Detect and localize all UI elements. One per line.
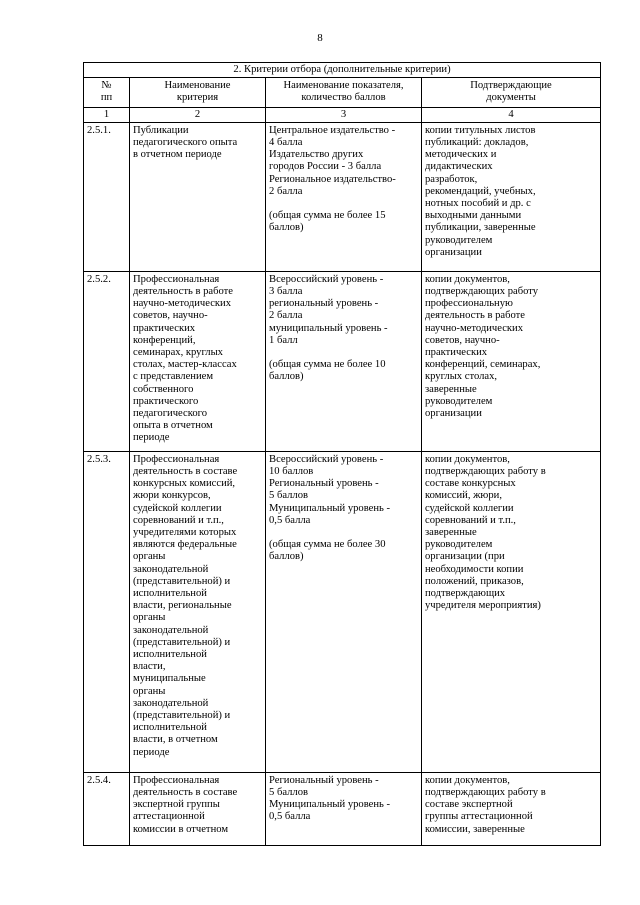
column-number-row xyxy=(84,107,601,122)
table-caption-row xyxy=(84,63,601,78)
row-criterion: Профессиональная деятельность в составе конкурсных комиссий, жюри конкурсов, судейской коллегии соревнований и т.п., учредителями которых являются федеральные органы законодательной (представительной) и исполнительной власти, региональные органы законодательной (представительной) и исполнительной власти, муниципальные органы законодательной (представительной) и исполнительной власти, в отчетном периоде xyxy=(130,451,266,772)
table-row xyxy=(84,451,601,772)
row-documents: копии титульных листов публикаций: докладов, методических и дидактических разработок, рекомендаций, учебных, нотных пособий и др. с выходными данными публикации, заверенные руководителем организации xyxy=(422,122,601,271)
row-indicator: Центральное издательство - 4 балла Издательство других городов России - 3 балла Региональное издательство- 2 балла (общая сумма не более 15 баллов) xyxy=(266,122,422,271)
header-criterion: Наименование критерия xyxy=(130,78,266,107)
criteria-table xyxy=(83,62,601,846)
section-title: 2. Критерии отбора (дополнительные критерии) xyxy=(84,63,601,78)
column-number: 4 xyxy=(422,107,601,122)
column-number: 1 xyxy=(84,107,130,122)
row-documents: копии документов, подтверждающих работу в составе конкурсных комиссий, жюри, судейской коллегии соревнований и т.п., заверенные руководителем организации (при необходимости копии положений, приказов, подтверждающих учредителя мероприятия) xyxy=(422,451,601,772)
row-number: 2.5.1. xyxy=(84,122,130,271)
row-criterion: Публикации педагогического опыта в отчетном периоде xyxy=(130,122,266,271)
table-header-row xyxy=(84,78,601,107)
row-number: 2.5.2. xyxy=(84,271,130,451)
column-number: 2 xyxy=(130,107,266,122)
header-number: № пп xyxy=(84,78,130,107)
page-number: 8 xyxy=(317,32,323,44)
table-row xyxy=(84,122,601,271)
row-documents: копии документов, подтверждающих работу профессиональную деятельность в работе научно-методических советов, научно- практических конференций, семинарах, круглых столах, заверенные руководителем организации xyxy=(422,271,601,451)
row-criterion: Профессиональная деятельность в работе научно-методических советов, научно- практических конференций, семинарах, круглых столах, мастер-классах с представлением собственного практического педагогического опыта в отчетном периоде xyxy=(130,271,266,451)
row-number: 2.5.3. xyxy=(84,451,130,772)
header-indicator: Наименование показателя, количество баллов xyxy=(266,78,422,107)
table-row xyxy=(84,772,601,845)
row-criterion: Профессиональная деятельность в составе экспертной группы аттестационной комиссии в отчетном xyxy=(130,772,266,845)
column-number: 3 xyxy=(266,107,422,122)
row-indicator: Всероссийский уровень - 10 баллов Региональный уровень - 5 баллов Муниципальный уровень - 0,5 балла (общая сумма не более 30 баллов) xyxy=(266,451,422,772)
table-row xyxy=(84,271,601,451)
header-documents: Подтверждающие документы xyxy=(422,78,601,107)
row-number: 2.5.4. xyxy=(84,772,130,845)
row-indicator: Всероссийский уровень - 3 балла региональный уровень - 2 балла муниципальный уровень - 1 балл (общая сумма не более 10 баллов) xyxy=(266,271,422,451)
row-indicator: Региональный уровень - 5 баллов Муниципальный уровень - 0,5 балла xyxy=(266,772,422,845)
row-documents: копии документов, подтверждающих работу в составе экспертной группы аттестационной комиссии, заверенные xyxy=(422,772,601,845)
